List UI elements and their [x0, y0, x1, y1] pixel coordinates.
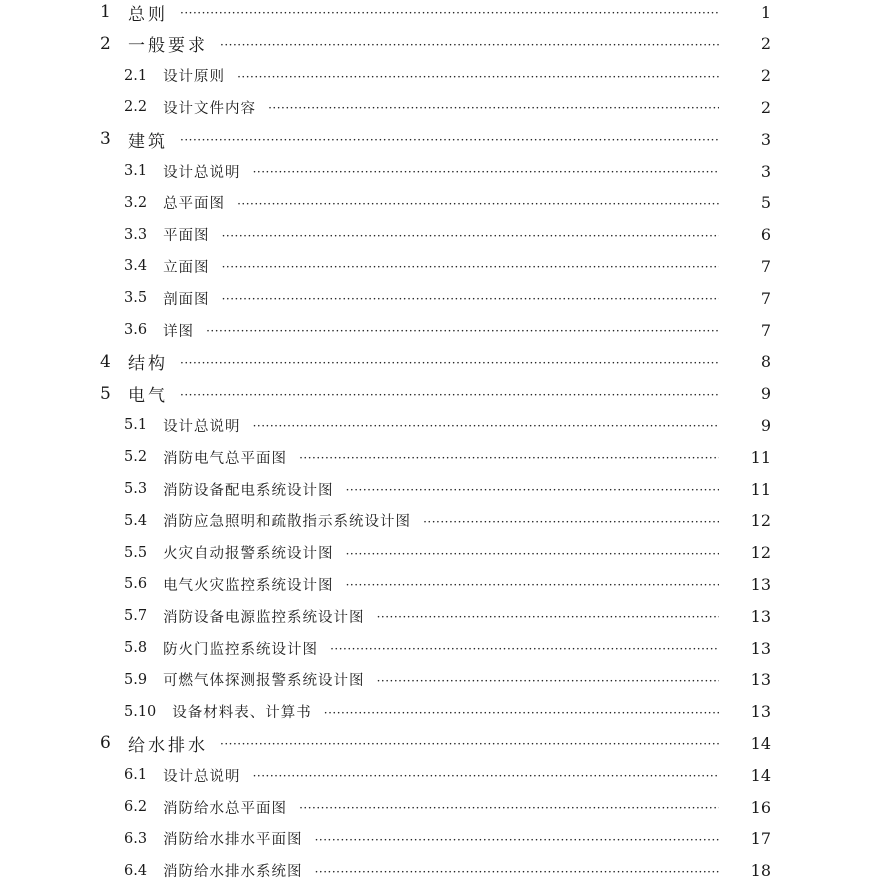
toc-dot-leader: [330, 642, 719, 656]
toc-entry-5-4[interactable]: [0, 505, 871, 537]
toc-dot-leader: [377, 610, 719, 624]
toc-entry-page-number: 7: [760, 320, 771, 340]
toc-entry-5-1[interactable]: [0, 409, 871, 441]
toc-entry-page-number: 3: [760, 161, 771, 181]
toc-entry-title: 总则: [128, 4, 168, 25]
toc-entry-page-number: 1: [760, 2, 771, 22]
toc-entry-page-number: 14: [750, 733, 771, 753]
toc-entry-number: 5.7: [124, 608, 148, 625]
toc-entry-number: 3.1: [124, 163, 148, 179]
toc-dot-leader: [346, 547, 719, 561]
toc-dot-leader: [253, 165, 719, 179]
toc-entry-number: 2.1: [124, 67, 148, 84]
toc-entry-number: 5.8: [124, 640, 148, 656]
toc-dot-leader: [299, 451, 719, 465]
toc-entry-5-9[interactable]: [0, 664, 871, 696]
toc-entry-title: 电气: [128, 386, 168, 407]
toc-entry-number: 3.3: [124, 226, 148, 243]
toc-dot-leader: [315, 833, 719, 847]
toc-entry-6-4[interactable]: [0, 855, 871, 887]
toc-dot-leader: [222, 292, 719, 306]
toc-dot-leader: [315, 865, 719, 879]
toc-entry-title: 电气火灾监控系统设计图: [163, 577, 334, 594]
toc-entry-5-3[interactable]: [0, 473, 871, 505]
toc-entry-page-number: 9: [760, 384, 771, 404]
toc-dot-leader: [299, 801, 719, 815]
toc-entry-page-number: 13: [750, 574, 771, 594]
toc-entry-number: 4: [100, 351, 111, 372]
toc-entry-number: 5.6: [124, 576, 148, 593]
toc-entry-3-3[interactable]: [0, 219, 871, 251]
toc-entry-title: 消防给水排水平面图: [163, 832, 303, 849]
toc-entry-title: 设计总说明: [163, 768, 241, 785]
toc-entry-title: 设计总说明: [163, 418, 241, 435]
toc-dot-leader: [220, 737, 719, 751]
toc-entry-page-number: 9: [760, 415, 771, 435]
toc-dot-leader: [268, 101, 719, 115]
toc-entry-number: 6.2: [124, 799, 148, 815]
toc-entry-number: 5.2: [124, 449, 148, 466]
toc-entry-page-number: 13: [750, 638, 771, 658]
toc-entry-number: 5.10: [124, 703, 157, 720]
toc-entry-5-6[interactable]: [0, 568, 871, 600]
toc-dot-leader: [206, 324, 719, 338]
toc-entry-page-number: 12: [750, 511, 771, 531]
toc-entry-title: 设计原则: [163, 69, 226, 86]
toc-entry-page-number: 13: [750, 702, 771, 722]
toc-dot-leader: [377, 674, 719, 688]
toc-dot-leader: [180, 356, 719, 370]
toc-dot-leader: [423, 515, 719, 529]
toc-dot-leader: [222, 229, 719, 243]
toc-entry-page-number: 16: [750, 797, 771, 817]
toc-entry-title: 结构: [128, 354, 168, 375]
toc-entry-title: 消防设备电源监控系统设计图: [163, 609, 365, 626]
toc-dot-leader: [346, 483, 719, 497]
toc-entry-title: 消防设备配电系统设计图: [163, 482, 334, 499]
toc-entry-title: 总平面图: [163, 196, 226, 213]
toc-entry-3-5[interactable]: [0, 282, 871, 314]
toc-entry-title: 消防给水排水系统图: [163, 864, 303, 881]
toc-entry-page-number: 11: [750, 479, 771, 499]
toc-entry-page-number: 2: [760, 34, 771, 54]
toc-entry-page-number: 2: [760, 66, 771, 86]
toc-entry-page-number: 12: [750, 543, 771, 563]
toc-entry-number: 3: [100, 129, 111, 150]
toc-entry-page-number: 17: [750, 829, 771, 849]
toc-entry-title: 消防电气总平面图: [163, 450, 288, 467]
toc-entry-title: 设计文件内容: [163, 100, 257, 117]
toc-entry-title: 设计总说明: [163, 164, 241, 181]
toc-entry-2-1[interactable]: [0, 60, 871, 92]
toc-dot-leader: [222, 260, 719, 274]
toc-entry-page-number: 8: [760, 352, 771, 372]
toc-dot-leader: [220, 38, 719, 52]
toc-entry-title: 详图: [163, 323, 195, 340]
toc-entry-number: 3.5: [124, 290, 148, 307]
toc-entry-title: 剖面图: [163, 291, 210, 308]
toc-entry-page-number: 7: [760, 288, 771, 308]
toc-entry-number: 2.2: [124, 99, 148, 116]
toc-entry-3-1[interactable]: [0, 155, 871, 187]
toc-entry-5-8[interactable]: [0, 632, 871, 664]
toc-entry-number: 6: [100, 733, 111, 754]
toc-entry-5-10[interactable]: [0, 696, 871, 728]
toc-entry-number: 6.3: [124, 830, 148, 847]
toc-entry-6-2[interactable]: [0, 791, 871, 823]
toc-entry-3-2[interactable]: [0, 187, 871, 219]
toc-entry-title: 给水排水: [128, 735, 208, 756]
toc-entry-number: 6.1: [124, 767, 148, 784]
toc-entry-page-number: 7: [760, 256, 771, 276]
toc-entry-title: 平面图: [163, 228, 210, 245]
toc-entry-title: 消防应急照明和疏散指示系统设计图: [163, 514, 412, 531]
toc-dot-leader: [253, 769, 719, 783]
toc-entry-page-number: 14: [750, 765, 771, 785]
toc-entry-3-4[interactable]: [0, 250, 871, 282]
toc-entry-2[interactable]: [0, 28, 871, 60]
toc-entry-number: 5.4: [124, 512, 148, 529]
toc-entry-6-3[interactable]: [0, 823, 871, 855]
toc-entry-number: 6.4: [124, 862, 148, 879]
toc-dot-leader: [237, 197, 719, 211]
toc-entry-page-number: 2: [760, 97, 771, 117]
toc-entry-5[interactable]: [0, 378, 871, 410]
toc-entry-1[interactable]: [0, 0, 871, 28]
toc-entry-6[interactable]: [0, 727, 871, 759]
toc-entry-4[interactable]: [0, 346, 871, 378]
toc-entry-title: 防火门监控系统设计图: [163, 641, 319, 658]
toc-entry-2-2[interactable]: [0, 91, 871, 123]
toc-dot-leader: [180, 6, 719, 20]
toc-dot-leader: [237, 70, 719, 84]
toc-entry-5-5[interactable]: [0, 537, 871, 569]
toc-entry-number: 5.3: [124, 481, 148, 497]
toc-dot-leader: [180, 133, 719, 147]
toc-entry-page-number: 6: [760, 225, 771, 245]
toc-entry-title: 消防给水总平面图: [163, 800, 288, 817]
toc-entry-number: 3.6: [124, 322, 148, 338]
toc-entry-title: 立面图: [163, 259, 210, 276]
toc-entry-title: 一般要求: [128, 36, 208, 57]
toc-entry-number: 3.4: [124, 258, 148, 275]
toc-dot-leader: [346, 578, 719, 592]
toc-dot-leader: [324, 706, 719, 720]
toc-entry-3[interactable]: [0, 123, 871, 155]
toc-entry-page-number: 5: [760, 193, 771, 213]
toc-entry-number: 5.9: [124, 671, 148, 688]
toc-entry-6-1[interactable]: [0, 759, 871, 791]
toc-entry-number: 2: [100, 33, 111, 54]
toc-entry-number: 5: [100, 383, 111, 404]
toc-entry-page-number: 13: [750, 606, 771, 626]
toc-entry-5-2[interactable]: [0, 441, 871, 473]
toc-entry-number: 1: [100, 2, 111, 22]
toc-entry-5-7[interactable]: [0, 600, 871, 632]
toc-entry-page-number: 18: [750, 861, 771, 881]
toc-entry-title: 可燃气体探测报警系统设计图: [163, 673, 365, 690]
toc-entry-title: 建筑: [128, 131, 168, 152]
toc-entry-3-6[interactable]: [0, 314, 871, 346]
toc-entry-number: 3.2: [124, 194, 148, 211]
toc-entry-title: 设备材料表、计算书: [172, 705, 312, 722]
toc-entry-page-number: 3: [760, 129, 771, 149]
toc-dot-leader: [180, 388, 719, 402]
toc-entry-page-number: 13: [750, 670, 771, 690]
toc-entry-page-number: 11: [750, 447, 771, 467]
toc-entry-number: 5.5: [124, 544, 148, 561]
toc-entry-title: 火灾自动报警系统设计图: [163, 546, 334, 563]
toc-entry-number: 5.1: [124, 417, 148, 434]
toc-dot-leader: [253, 419, 719, 433]
